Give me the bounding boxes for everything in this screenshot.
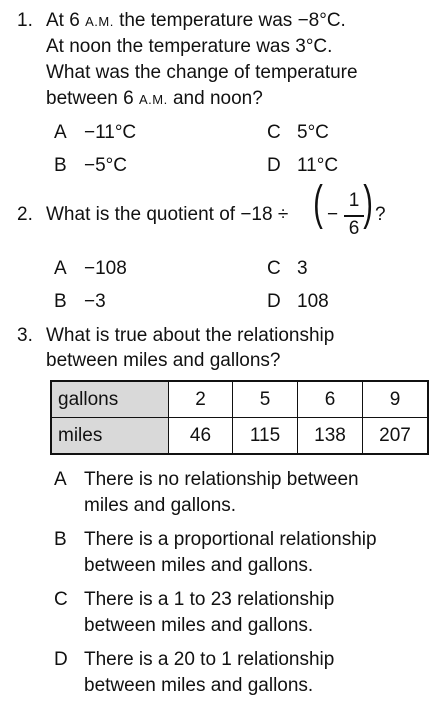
choice-letter: A xyxy=(54,122,67,143)
choice-text: 11°C xyxy=(297,155,339,176)
choice-text: between miles and gallons. xyxy=(84,675,314,696)
choice-letter: C xyxy=(54,589,68,610)
choice-text: −11°C xyxy=(84,122,137,143)
choice-text: between miles and gallons. xyxy=(84,615,314,636)
text-segment: the temperature was −8°C. xyxy=(113,10,346,31)
choice-letter: C xyxy=(267,258,281,279)
text-segment: between 6 xyxy=(46,88,139,109)
choice-a[interactable] xyxy=(54,258,127,280)
choice-text: 5°C xyxy=(297,122,329,143)
choice-a[interactable] xyxy=(54,469,359,491)
choice-text: There is a 1 to 23 relationship xyxy=(84,589,335,610)
text-segment: At 6 xyxy=(46,10,86,31)
table-cell: 46 xyxy=(169,418,233,455)
choice-text: There is a 20 to 1 relationship xyxy=(84,649,335,670)
fraction-numerator: 1 xyxy=(348,190,360,211)
choice-c[interactable] xyxy=(267,122,329,144)
table-cell: 115 xyxy=(233,418,298,455)
table-cell: 138 xyxy=(298,418,363,455)
choice-text: There is no relationship between xyxy=(84,469,359,490)
question-text-line: What is the quotient of −18 ÷ xyxy=(46,204,289,225)
question-text-line: At noon the temperature was 3°C. xyxy=(46,36,333,57)
choice-letter: B xyxy=(54,291,67,312)
fraction-bar xyxy=(344,215,364,217)
left-paren: ( xyxy=(313,177,323,230)
fraction-denominator: 6 xyxy=(348,218,360,239)
choice-text: miles and gallons. xyxy=(84,495,237,516)
choice-text: −5°C xyxy=(84,155,127,176)
choice-text: −108 xyxy=(84,258,127,279)
gallons-miles-table xyxy=(50,380,429,455)
question-number: 3. xyxy=(17,325,33,346)
choice-letter: B xyxy=(54,155,67,176)
fraction-expression xyxy=(313,177,388,244)
text-segment: and noon? xyxy=(167,88,263,109)
choice-d[interactable] xyxy=(267,291,329,313)
question-mark: ? xyxy=(375,204,386,225)
choice-letter: D xyxy=(267,291,281,312)
choice-c[interactable] xyxy=(267,258,308,280)
row-header: miles xyxy=(51,418,169,455)
choice-text: 108 xyxy=(297,291,329,312)
choice-b[interactable] xyxy=(54,155,127,177)
right-paren: ) xyxy=(363,177,373,230)
choice-text: There is a proportional relationship xyxy=(84,529,377,550)
am-label: A.M. xyxy=(138,92,168,107)
am-label: A.M. xyxy=(85,14,114,29)
table-row xyxy=(51,381,428,418)
table-cell: 6 xyxy=(298,381,363,418)
choice-b[interactable] xyxy=(54,291,106,313)
choice-letter: A xyxy=(54,469,67,490)
question-number: 2. xyxy=(17,204,33,225)
choice-d[interactable] xyxy=(54,649,334,671)
question-text-line xyxy=(46,10,346,32)
table-cell: 5 xyxy=(233,381,298,418)
question-text-line: between miles and gallons? xyxy=(46,350,281,371)
table-row xyxy=(51,418,428,455)
choice-letter: D xyxy=(267,155,281,176)
row-header: gallons xyxy=(51,381,169,418)
question-number: 1. xyxy=(17,10,33,31)
choice-b[interactable] xyxy=(54,529,377,551)
table-cell: 2 xyxy=(169,381,233,418)
choice-text: 3 xyxy=(297,258,308,279)
choice-text: between miles and gallons. xyxy=(84,555,314,576)
choice-letter: C xyxy=(267,122,281,143)
question-text-line xyxy=(46,88,263,110)
choice-letter: A xyxy=(54,258,67,279)
choice-c[interactable] xyxy=(54,589,334,611)
choice-letter: B xyxy=(54,529,67,550)
choice-letter: D xyxy=(54,649,68,670)
question-text-line: What was the change of temperature xyxy=(46,62,358,83)
choice-d[interactable] xyxy=(267,155,338,177)
negative-sign: − xyxy=(327,204,339,225)
table-cell: 207 xyxy=(363,418,429,455)
table-cell: 9 xyxy=(363,381,429,418)
choice-a[interactable] xyxy=(54,122,136,144)
choice-text: −3 xyxy=(84,291,106,312)
question-text-line: What is true about the relationship xyxy=(46,325,335,346)
